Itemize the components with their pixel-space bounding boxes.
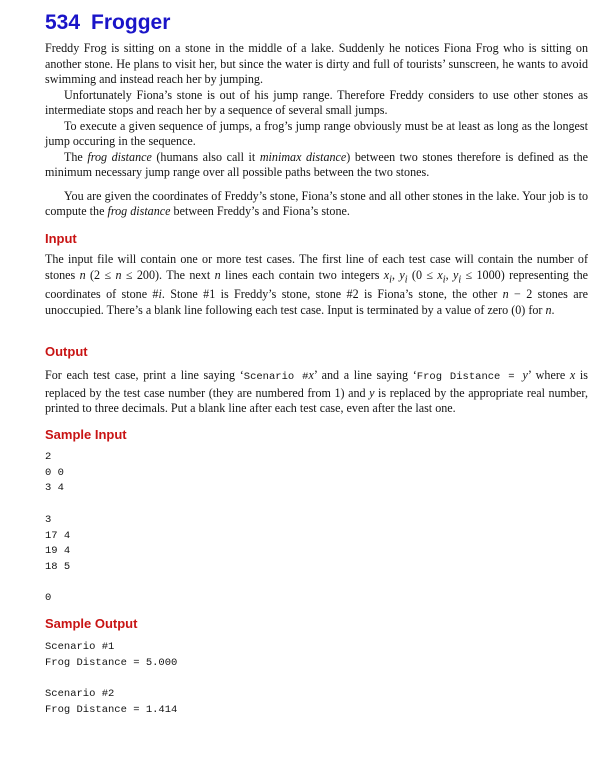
output-heading: Output [45,344,88,359]
statement-paragraph: Freddy Frog is sitting on a stone in the middle of a lake. Suddenly he notices Fiona Frog who is sitting on another stone. He plans to visit her, but since the water is dirty and full of tourists’ sunscreen, he wants to avoid swimming and instead reach her by jumping. [45,41,588,86]
problem-statement [45,41,588,220]
statement-paragraph: You are given the coordinates of Freddy’s stone, Fiona’s stone and all other stones in the lake. Your job is to compute the frog distance between Freddy’s and Fiona’s stone. [45,188,588,218]
sample-output-block: Scenario #1 Frog Distance = 5.000 Scenario #2 Frog Distance = 1.414 [45,641,178,716]
sample-output-heading: Sample Output [45,616,138,631]
statement-paragraph: The frog distance (humans also call it minimax distance) between two stones therefore is defined as the minimum necessary jump range over all possible paths between the two stones. [45,149,588,179]
statement-paragraph: Unfortunately Fiona’s stone is out of his jump range. Therefore Freddy considers to use other stones as intermediate stops and reach her by a sequence of several small jumps. [45,87,588,117]
sample-input-heading: Sample Input [45,427,127,442]
sample-input-block: 2 0 0 3 4 3 17 4 19 4 18 5 0 [45,451,71,605]
problem-name: Frogger [91,11,171,34]
input-heading: Input [45,231,77,246]
input-description: The input file will contain one or more test cases. The first line of each test case will contain the number of stones n (2 ≤ n ≤ 200). The next n lines each contain two integers $x_i$, $y_i$ ($0 \le x_i$, $y_i \le 1000$) representing the coordinates of stone #i. Stone #1 is Freddy’s stone, stone #2 is Fiona’s stone, the other n − 2 stones are unoccupied. There’s a blank line following each test case. Input is terminated by a value of zero (0) for n. [45,252,588,317]
problem-number: 534 [45,11,81,34]
problem-title [45,11,170,35]
statement-paragraph: To execute a given sequence of jumps, a frog’s jump range obviously must be at least as long as the longest jump occuring in the sequence. [45,118,588,148]
output-description: For each test case, print a line saying ‘Scenario #x’ and a line saying ‘Frog Distance = y’ where x is replaced by the test case number (they are numbered from 1) and y is replaced by the appropriate real number, printed to three decimals. Put a blank line after each test case, even after the last one. [45,368,588,415]
